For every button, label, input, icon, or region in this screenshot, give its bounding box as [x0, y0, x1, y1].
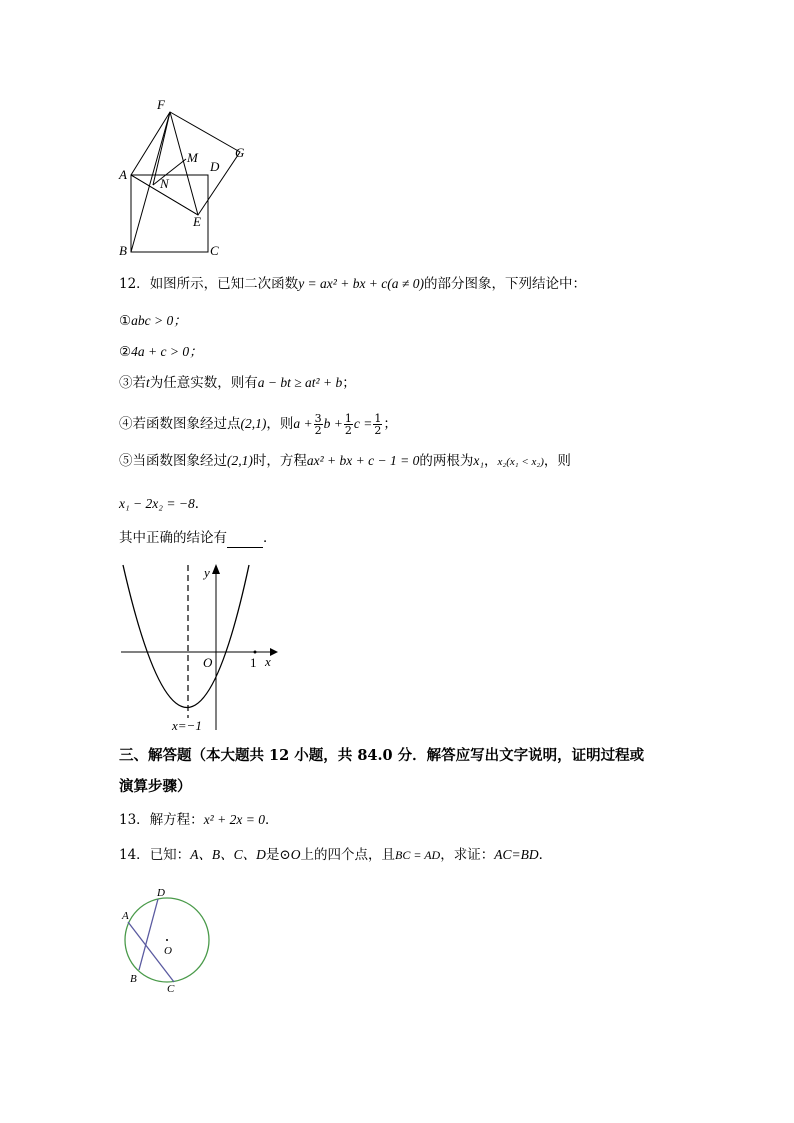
option-expr: a + — [293, 416, 313, 431]
q14 — [119, 845, 552, 865]
y-label: y — [204, 565, 210, 580]
q12-option-1 — [119, 311, 187, 331]
q14-text: 上的四个点，且 — [300, 847, 395, 863]
q14-number: 14． — [119, 847, 150, 863]
option-text: ，则 — [266, 416, 294, 432]
option-text: 当函数图象经过 — [132, 453, 227, 469]
option-root-2: x₂(x₁ < x₂) — [497, 456, 544, 468]
q14-arc-equation: BC = AD — [395, 848, 441, 862]
option-marker: ② — [119, 344, 132, 360]
q12-ask — [119, 528, 277, 548]
fraction-num: 1 — [374, 412, 382, 425]
label-d: D — [157, 887, 165, 899]
option-text: ， — [484, 453, 498, 469]
option-result: x₁ − 2x₂ = −8 — [119, 496, 195, 511]
fraction-num: 1 — [344, 412, 352, 425]
option-text: 的两根为 — [419, 453, 474, 469]
option-expr: c = — [353, 416, 373, 431]
answer-blank — [227, 533, 263, 548]
q14-circle: O — [290, 847, 301, 862]
label-m: M — [187, 150, 198, 165]
option-text: 若 — [132, 375, 146, 391]
q13-text: 解方程： — [149, 812, 204, 828]
q12-option-5 — [119, 451, 571, 472]
square-afge — [131, 112, 240, 215]
option-var: t — [146, 375, 150, 390]
option-marker: ④ — [119, 416, 133, 432]
label-g: G — [235, 145, 245, 160]
option-text: 若函数图象经过点 — [132, 416, 241, 432]
ask-text: ． — [263, 530, 277, 546]
section3-title-line2 — [119, 777, 192, 797]
label-f: F — [157, 97, 165, 112]
fraction-3-2 — [314, 413, 323, 436]
label-d: D — [210, 159, 220, 174]
y-axis-arrow — [212, 564, 220, 574]
option-expr: a − bt ≥ at² + b — [257, 375, 343, 390]
section-title: 三、解答题（本大题共 12 小题，共 84.0 分．解答应写出文字说明，证明过程或 — [119, 747, 645, 764]
q14-end: ． — [538, 847, 553, 863]
figure-square-construction — [110, 95, 260, 265]
option-expr: b + — [323, 416, 343, 431]
label-o: O — [164, 945, 172, 957]
q14-text: 是⊙ — [265, 847, 291, 863]
option-root-1: x₁ — [473, 453, 485, 468]
label-a: A — [119, 167, 127, 182]
option-text: abc > 0； — [131, 313, 187, 328]
q13-number: 13． — [119, 812, 150, 828]
q12-stem-post: 的部分图象，下列结论中： — [423, 276, 586, 292]
label-b: B — [119, 243, 127, 258]
q13-end: ． — [264, 812, 279, 828]
tick-one-label: 1 — [250, 655, 257, 670]
origin-label: O — [203, 655, 213, 670]
x-axis-arrow — [270, 648, 278, 656]
label-b: B — [130, 973, 137, 985]
q12-option-2 — [119, 342, 203, 362]
label-e: E — [193, 214, 201, 229]
fraction-den: 2 — [374, 424, 382, 437]
label-n: N — [160, 176, 169, 191]
q12-option-3 — [119, 373, 356, 393]
fraction-num: 3 — [314, 412, 322, 425]
label-c: C — [210, 243, 219, 258]
parabola-graph — [115, 560, 285, 735]
label-c: C — [167, 983, 175, 995]
option-text: 时，方程 — [252, 453, 307, 469]
tick-one-dot — [254, 651, 257, 654]
option-text: 4a + c > 0； — [131, 344, 203, 359]
fraction-den: 2 — [344, 424, 352, 437]
q13-equation: x² + 2x = 0 — [203, 812, 265, 827]
q12-condition: (a ≠ 0) — [387, 276, 424, 291]
option-point: (2,1) — [240, 416, 267, 431]
option-equation: ax² + bx + c − 1 = 0 — [306, 453, 420, 468]
q12-number: 12． — [119, 276, 150, 292]
option-text: ； — [342, 375, 356, 391]
figure-circle-chords — [115, 882, 225, 997]
section-title: 演算步骤） — [119, 778, 192, 795]
q14-text: 已知： — [149, 847, 191, 863]
parabola-curve — [123, 565, 249, 708]
q14-goal: AC=BD — [494, 847, 539, 862]
chord-bd — [139, 899, 158, 970]
option-text: ； — [383, 416, 397, 432]
q12-stem-pre: 如图所示，已知二次函数 — [149, 276, 299, 292]
center-dot — [166, 939, 168, 941]
option-marker: ① — [119, 313, 132, 329]
fraction-den: 2 — [314, 424, 322, 437]
option-text: 为任意实数，则有 — [149, 375, 258, 391]
q12-option-4 — [119, 410, 397, 438]
fraction-1-2 — [344, 413, 353, 436]
option-marker: ③ — [119, 375, 133, 391]
q13 — [119, 810, 278, 830]
label-a: A — [122, 910, 129, 922]
option-text: ，则 — [543, 453, 571, 469]
fraction-1-2-result — [373, 413, 382, 436]
option-marker: ⑤ — [119, 453, 133, 469]
ask-text: 其中正确的结论有 — [119, 530, 227, 546]
section3-title-line1 — [119, 746, 644, 766]
option-text: ． — [194, 496, 209, 512]
axis-equation-label: x=−1 — [172, 718, 202, 733]
q12-option-5-result — [119, 494, 208, 514]
q14-text: ，求证： — [440, 847, 495, 863]
option-point: (2,1) — [227, 453, 253, 468]
q12-stem — [119, 274, 586, 294]
q14-points: A、B、C、D — [190, 847, 266, 862]
q12-function: y = ax² + bx + c — [298, 276, 388, 291]
x-label: x — [265, 654, 271, 669]
